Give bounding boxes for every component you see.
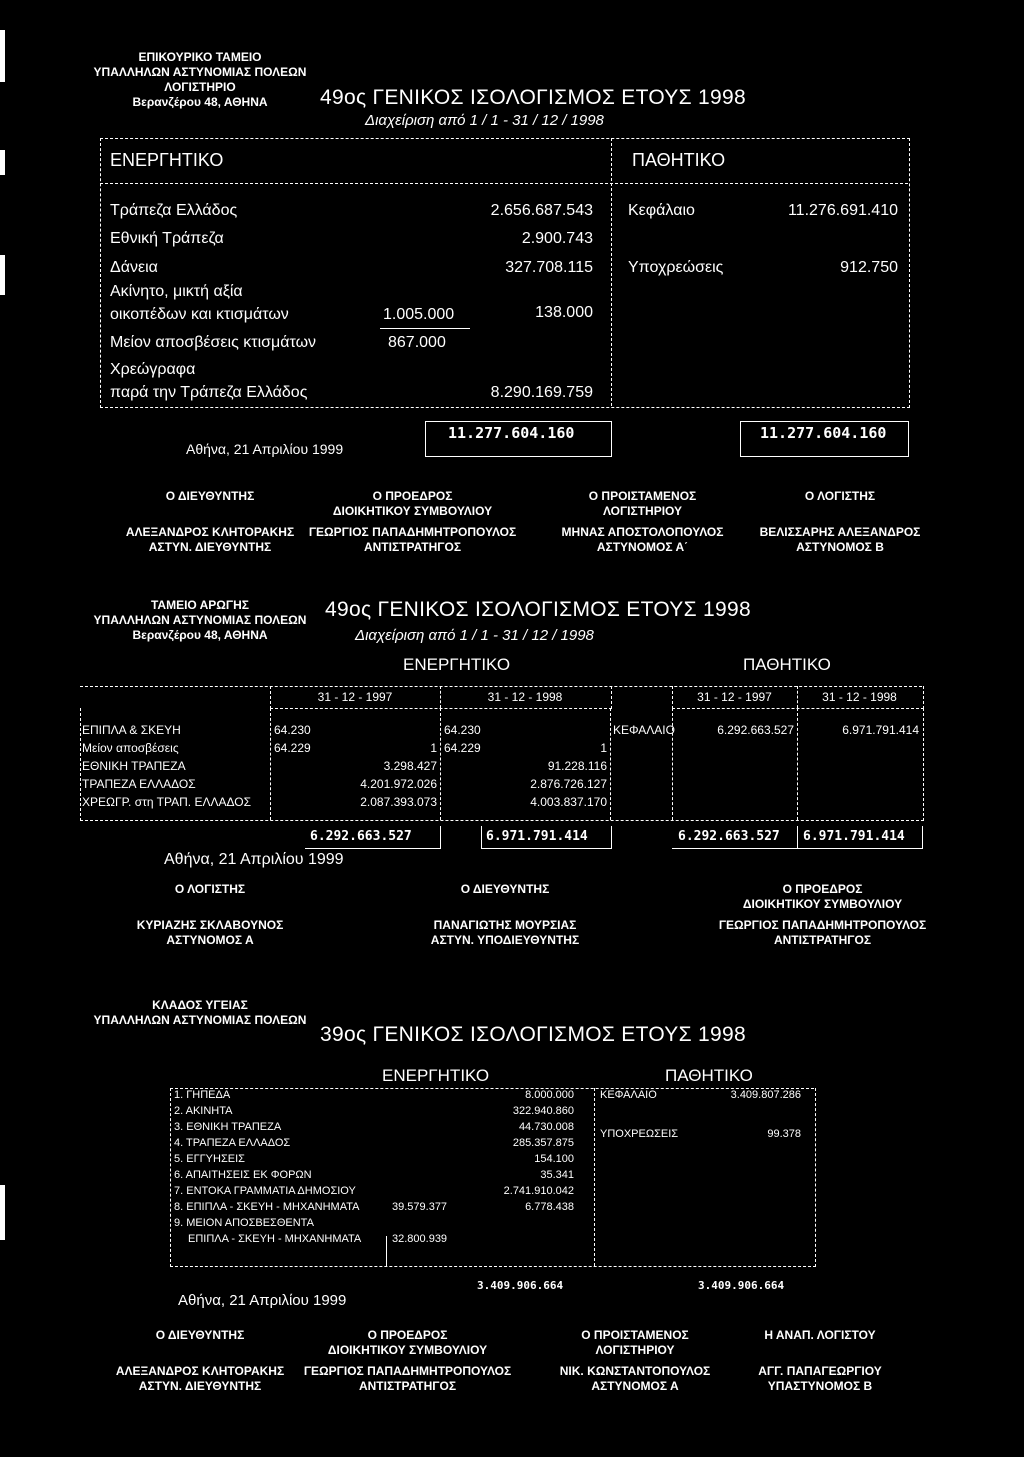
row-label: ΧΡΕΩΓΡ. στη ΤΡΑΠ. ΕΛΛΑΔΟΣ <box>82 795 252 809</box>
list-item: 8. ΕΠΙΠΛΑ - ΣΚΕΥΗ - ΜΗΧΑΝΗΜΑΤΑ 39.579.377 6.778.438 <box>174 1201 574 1213</box>
list-item: 2. ΑΚΙΝΗΤΑ 322.940.860 <box>174 1105 574 1117</box>
liabilities-header: ΠΑΘΗΤΙΚΟ <box>632 150 726 170</box>
asset-label: Δάνεια <box>110 259 158 276</box>
org-header: ΤΑΜΕΙΟ ΑΡΩΓΗΣ ΥΠΑΛΛΗΛΩΝ ΑΣΤΥΝΟΜΙΑΣ ΠΟΛΕΩΝ Βερανζέρου 48, ΑΘΗΝΑ <box>93 598 307 642</box>
asset-amount: 138.000 <box>535 304 593 321</box>
liability-amount: 99.378 <box>767 1128 801 1140</box>
page-title: 49ος ΓΕΝΙΚΟΣ ΙΣΟΛΟΓΙΣΜΟΣ ΕΤΟΥΣ 1998 <box>325 598 751 621</box>
cell: 64.229 <box>444 741 481 755</box>
cell: 2.876.726.127 <box>530 777 607 791</box>
col-date: 31 - 12 - 1997 <box>697 690 772 704</box>
left-edge-mark <box>0 255 5 295</box>
sub-rule <box>380 328 470 329</box>
asset-amount: 2.656.687.543 <box>490 202 593 219</box>
col-divider <box>440 708 441 820</box>
asset-label: οικοπέδων και κτισμάτων <box>110 306 289 323</box>
signature-block: Ο ΔΙΕΥΘΥΝΤΗΣ ΠΑΝΑΓΙΩΤΗΣ ΜΟΥΡΣΙΑΣ ΑΣΤΥΝ. ΥΠΟΔΙΕΥΘΥΝΤΗΣ <box>430 882 580 947</box>
liabilities-header: ΠΑΘΗΤΙΚΟ <box>665 1066 753 1085</box>
list-item: 6. ΑΠΑΙΤΗΣΕΙΣ ΕΚ ΦΟΡΩΝ 35.341 <box>174 1169 574 1181</box>
asset-amount: 327.708.115 <box>505 259 593 276</box>
list-item: ΕΠΙΠΛΑ - ΣΚΕΥΗ - ΜΗΧΑΝΗΜΑΤΑ 32.800.939 <box>188 1233 448 1245</box>
cell: 2.087.393.073 <box>360 795 437 809</box>
page-title: 49ος ΓΕΝΙΚΟΣ ΙΣΟΛΟΓΙΣΜΟΣ ΕΤΟΥΣ 1998 <box>320 86 746 109</box>
asset-label: Ακίνητο, μικτή αξία <box>110 283 243 300</box>
cell: 64.230 <box>274 723 311 737</box>
left-edge-mark <box>0 30 5 82</box>
signature-block: Ο ΠΡΟΕΔΡΟΣ ΔΙΟΙΚΗΤΙΚΟΥ ΣΥΜΒΟΥΛΙΟΥ ΓΕΩΡΓΙΟΣ ΠΑΠΑΔΗΜΗΤΡΟΠΟΥΛΟΣ ΑΝΤΙΣΤΡΑΤΗΓΟΣ <box>303 1328 512 1393</box>
cell: 91.228.116 <box>547 759 607 773</box>
org-line: Βερανζέρου 48, ΑΘΗΝΑ <box>132 95 268 109</box>
col-date: 31 - 12 - 1998 <box>487 690 563 704</box>
list-item: 9. ΜΕΙΟΝ ΑΠΟΣΒΕΣΘΕΝΤΑ <box>174 1217 314 1229</box>
page-subtitle: Διαχείριση από 1 / 1 - 31 / 12 / 1998 <box>365 112 604 129</box>
liabilities-header: ΠΑΘΗΤΙΚΟ <box>743 655 831 674</box>
asset-subamount: 867.000 <box>388 334 446 351</box>
col-divider <box>797 708 798 820</box>
org-line: ΥΠΑΛΛΗΛΩΝ ΑΣΤΥΝΟΜΙΑΣ ΠΟΛΕΩΝ <box>93 65 307 79</box>
assets-header: ΕΝΕΡΓΗΤΙΚΟ <box>110 150 224 170</box>
total-assets: 11.277.604.160 <box>448 424 575 442</box>
cell: 64.229 <box>274 741 311 755</box>
liability-label: Υποχρεώσεις <box>628 259 724 276</box>
row-label: ΕΘΝΙΚΗ ΤΡΑΠΕΖΑ <box>82 759 186 773</box>
col-date: 31 - 12 - 1997 <box>317 690 393 704</box>
cell: 1 <box>430 741 437 755</box>
assets-list <box>174 1089 574 1249</box>
assets-header: ΕΝΕΡΓΗΤΙΚΟ <box>382 1066 490 1085</box>
total-assets: 3.409.906.664 <box>477 1279 564 1292</box>
row-label: Μείον αποσβέσεις <box>82 741 179 755</box>
liability-amount: 6.971.791.414 <box>842 723 919 737</box>
org-header <box>60 50 340 110</box>
header-rule <box>100 183 908 184</box>
total-liabilities: 11.277.604.160 <box>760 424 887 442</box>
liability-label: ΚΕΦΑΛΑΙΟ <box>613 723 675 737</box>
list-item: 4. ΤΡΑΠΕΖΑ ΕΛΛΑΔΟΣ 285.357.875 <box>174 1137 574 1149</box>
org-header: ΚΛΑΔΟΣ ΥΓΕΙΑΣ ΥΠΑΛΛΗΛΩΝ ΑΣΤΥΝΟΜΙΑΣ ΠΟΛΕΩΝ <box>93 998 307 1027</box>
page-subtitle: Διαχείριση από 1 / 1 - 31 / 12 / 1998 <box>355 627 594 644</box>
asset-amount: 2.900.743 <box>521 230 593 247</box>
signature-block: Ο ΠΡΟΕΔΡΟΣ ΔΙΟΙΚΗΤΙΚΟΥ ΣΥΜΒΟΥΛΙΟΥ ΓΕΩΡΓΙΟΣ ΠΑΠΑΔΗΜΗΤΡΟΠΟΥΛΟΣ ΑΝΤΙΣΤΡΑΤΗΓΟΣ <box>308 489 517 554</box>
asset-label: Χρεώγραφα <box>110 361 196 378</box>
cell: 1 <box>600 741 607 755</box>
date-line: Αθήνα, 21 Απριλίου 1999 <box>164 851 344 868</box>
list-item: 3. ΕΘΝΙΚΗ ΤΡΑΠΕΖΑ 44.730.008 <box>174 1121 574 1133</box>
total-liabilities: 3.409.906.664 <box>698 1279 785 1292</box>
liability-label: ΥΠΟΧΡΕΩΣΕΙΣ <box>600 1128 679 1140</box>
liability-amount: 3.409.807.286 <box>730 1089 801 1101</box>
left-edge-mark <box>0 150 5 175</box>
signature-block: Ο ΔΙΕΥΘΥΝΤΗΣ ΑΛΕΞΑΝΔΡΟΣ ΚΛΗΤΟΡΑΚΗΣ ΑΣΤΥΝ. ΔΙΕΥΘΥΝΤΗΣ <box>115 1328 285 1393</box>
col-date: 31 - 12 - 1998 <box>822 690 897 704</box>
liability-label: ΚΕΦΑΛΑΙΟ <box>600 1089 657 1101</box>
list-item: 7. ΕΝΤΟΚΑ ΓΡΑΜΜΑΤΙΑ ΔΗΜΟΣΙΟΥ 2.741.910.042 <box>174 1185 574 1197</box>
page-title: 39ος ΓΕΝΙΚΟΣ ΙΣΟΛΟΓΙΣΜΟΣ ΕΤΟΥΣ 1998 <box>320 1023 746 1046</box>
asset-label: Τράπεζα Ελλάδος <box>110 202 238 219</box>
cell: 64.230 <box>444 723 481 737</box>
signature-block: Ο ΛΟΓΙΣΤΗΣ ΒΕΛΙΣΣΑΡΗΣ ΑΛΕΞΑΝΔΡΟΣ ΑΣΤΥΝΟΜΟΣ Β <box>759 489 921 554</box>
list-item: 5. ΕΓΓΥΗΣΕΙΣ 154.100 <box>174 1153 574 1165</box>
row-label: ΤΡΑΠΕΖΑ ΕΛΛΑΔΟΣ <box>82 777 196 791</box>
assets-header: ΕΝΕΡΓΗΤΙΚΟ <box>403 655 511 674</box>
liability-amount: 6.292.663.527 <box>717 723 794 737</box>
asset-subamount: 1.005.000 <box>383 306 455 323</box>
liability-amount: 11.276.691.410 <box>787 202 898 219</box>
col-divider <box>270 708 271 820</box>
date-line: Αθήνα, 21 Απριλίου 1999 <box>186 441 344 457</box>
total-liab-1998: 6.971.791.414 <box>803 829 905 844</box>
org-line: ΕΠΙΚΟΥΡΙΚΟ ΤΑΜΕΙΟ <box>138 50 262 64</box>
total-liab-1997: 6.292.663.527 <box>678 829 780 844</box>
asset-label: Εθνική Τράπεζα <box>110 230 224 247</box>
asset-label: Μείον αποσβέσεις κτισμάτων <box>110 334 317 351</box>
signature-block: Ο ΠΡΟΙΣΤΑΜΕΝΟΣ ΛΟΓΙΣΤΗΡΙΟΥ ΜΗΝΑΣ ΑΠΟΣΤΟΛΟΠΟΥΛΟΣ ΑΣΤΥΝΟΜΟΣ Α΄ <box>561 489 724 554</box>
col-divider <box>594 1088 595 1266</box>
asset-amount: 8.290.169.759 <box>490 384 593 401</box>
liability-amount: 912.750 <box>840 259 898 276</box>
cell: 4.003.837.170 <box>530 795 607 809</box>
cell: 3.298.427 <box>383 759 437 773</box>
signature-block: Ο ΠΡΟΕΔΡΟΣ ΔΙΟΙΚΗΤΙΚΟΥ ΣΥΜΒΟΥΛΙΟΥ ΓΕΩΡΓΙΟΣ ΠΑΠΑΔΗΜΗΤΡΟΠΟΥΛΟΣ ΑΝΤΙΣΤΡΑΤΗΓΟΣ <box>718 882 927 947</box>
col-divider <box>610 708 611 820</box>
total-assets-1997: 6.292.663.527 <box>310 829 412 844</box>
signature-block: Η ΑΝΑΠ. ΛΟΓΙΣΤΟΥ ΑΓΓ. ΠΑΠΑΓΕΩΡΓΙΟΥ ΥΠΑΣΤΥΝΟΜΟΣ Β <box>758 1328 882 1393</box>
cell: 4.201.972.026 <box>360 777 437 791</box>
liability-label: Κεφάλαιο <box>628 202 695 219</box>
signature-block: Ο ΔΙΕΥΘΥΝΤΗΣ ΑΛΕΞΑΝΔΡΟΣ ΚΛΗΤΟΡΑΚΗΣ ΑΣΤΥΝ. ΔΙΕΥΘΥΝΤΗΣ <box>125 489 295 554</box>
signature-block: Ο ΠΡΟΙΣΤΑΜΕΝΟΣ ΛΟΓΙΣΤΗΡΙΟΥ ΝΙΚ. ΚΩΝΣΤΑΝΤΟΠΟΥΛΟΣ ΑΣΤΥΝΟΜΟΣ Α <box>559 1328 711 1393</box>
org-line: ΛΟΓΙΣΤΗΡΙΟ <box>164 80 236 94</box>
left-edge-mark <box>0 1185 5 1240</box>
row-label: ΕΠΙΠΛΑ & ΣΚΕΥΗ <box>82 723 181 737</box>
date-line: Αθήνα, 21 Απριλίου 1999 <box>178 1292 347 1309</box>
column-divider <box>611 138 612 406</box>
total-assets-1998: 6.971.791.414 <box>486 829 588 844</box>
asset-label: παρά την Τράπεζα Ελλάδος <box>110 384 308 401</box>
signature-block: Ο ΛΟΓΙΣΤΗΣ ΚΥΡΙΑΖΗΣ ΣΚΛΑΒΟΥΝΟΣ ΑΣΤΥΝΟΜΟΣ Α <box>136 882 284 947</box>
list-item: 1. ΓΗΠΕΔΑ 8.000.000 <box>174 1089 574 1101</box>
